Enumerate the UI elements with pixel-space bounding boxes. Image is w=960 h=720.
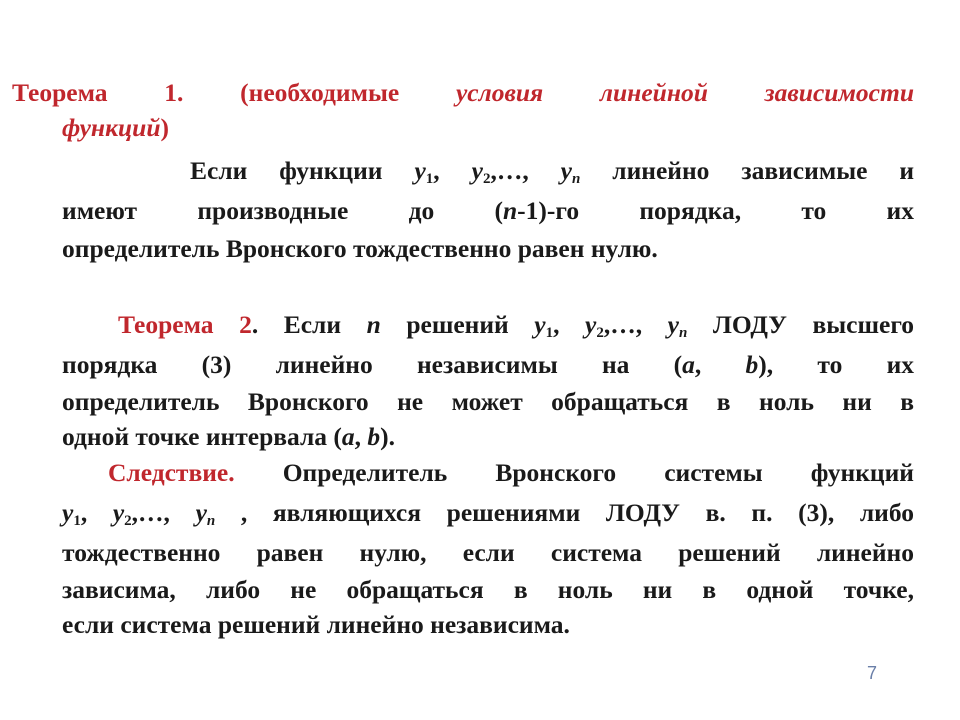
theorem1-title: Теорема 1. (необходимые — [12, 78, 400, 107]
theorem2-line4: одной точке интервала (a, b). — [62, 422, 396, 451]
page-number: 7 — [867, 663, 878, 683]
theorem2-line1: Теорема 2. Если n решений $y_1$, $y_2,\dots$, $y_n$ ЛОДУ высшего — [118, 310, 915, 341]
theorem1-line2: имеют производные до (n-1)-го порядка, то их — [62, 196, 914, 225]
theorem1-heading-line2: функций) — [62, 113, 170, 142]
theorem2-line2: порядка (3) линейно независимы на (a, b), то их — [62, 350, 915, 379]
corollary-title: Следствие. — [108, 458, 235, 487]
corollary-line4: зависима, либо не обращаться в ноль ни в одной точке, — [62, 575, 914, 604]
theorem2-title: Теорема 2 — [118, 310, 252, 339]
corollary-line1: Следствие. Определитель Вронского системы функций — [108, 458, 915, 487]
corollary-line3: тождественно равен нулю, если система решений линейно — [62, 538, 914, 567]
theorem1-heading — [12, 80, 914, 106]
corollary-line5: если система решений линейно независима. — [62, 610, 570, 639]
theorem1-line3: определитель Вронского тождественно равен нулю. — [62, 234, 658, 263]
theorem1-line1: Если функции $y_1$, $y_2,\dots$, $y_n$ линейно зависимые и — [190, 156, 915, 187]
theorem1-title-italic: условия линейной зависимости — [455, 78, 914, 107]
corollary-line2: $y_1$, $y_2,\dots$, $y_n$ , являющихся решениями ЛОДУ в. п. (3), либо — [62, 498, 915, 529]
theorem2-line3: определитель Вронского не может обращаться в ноль ни в — [62, 387, 914, 416]
